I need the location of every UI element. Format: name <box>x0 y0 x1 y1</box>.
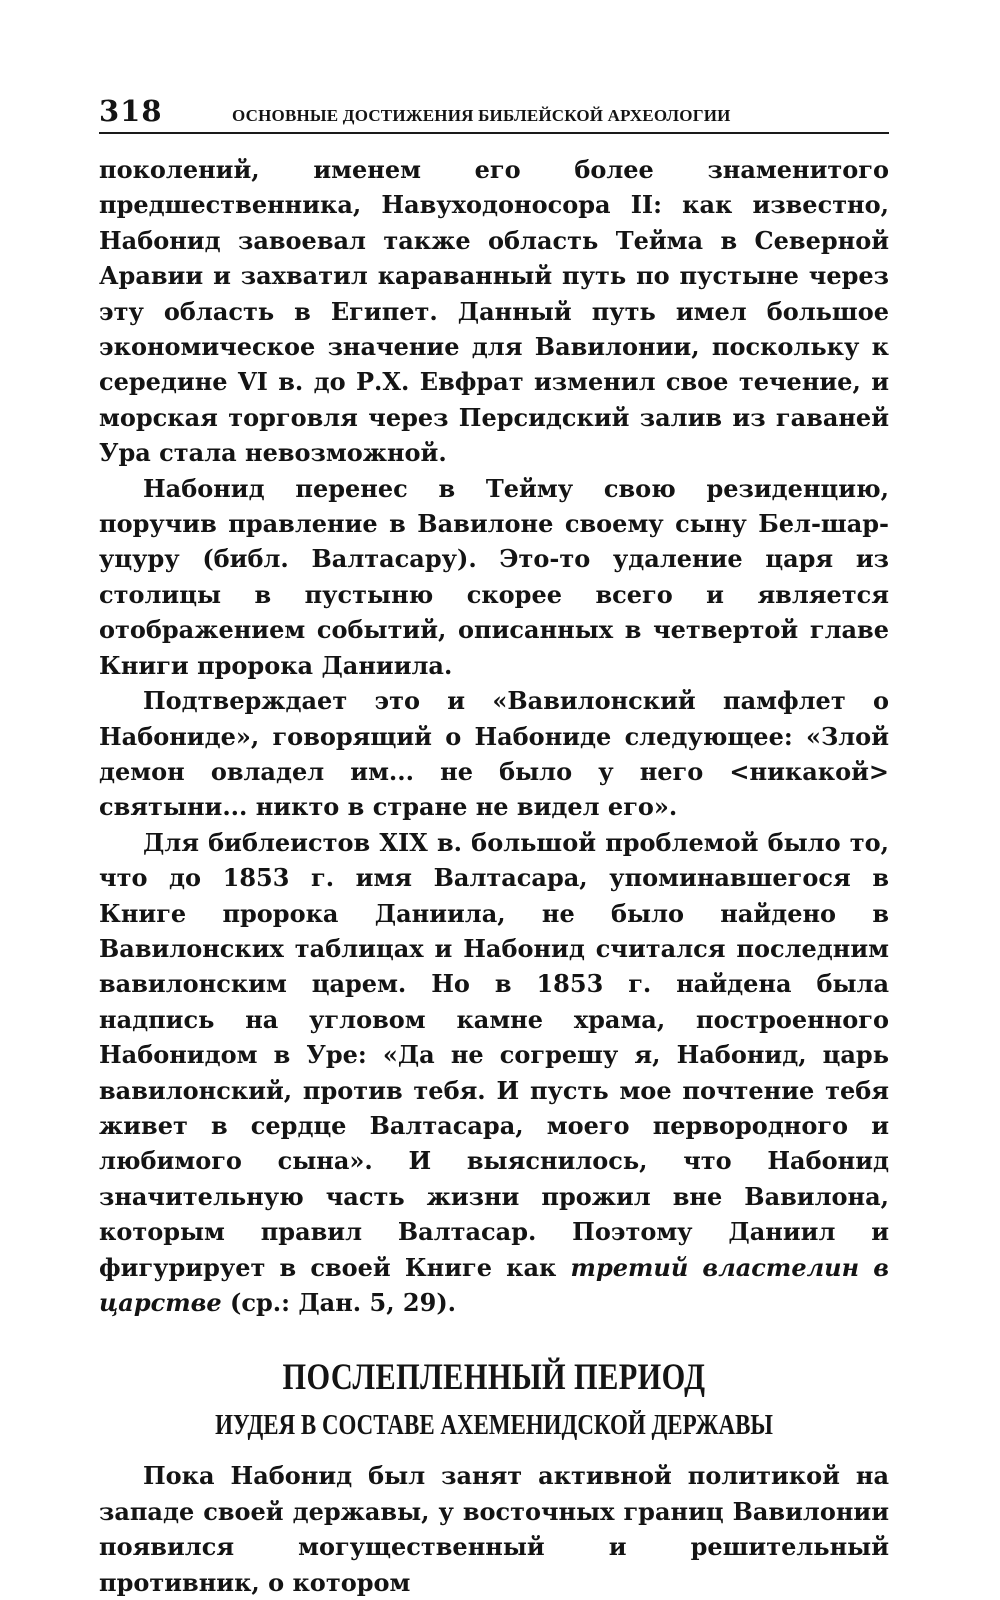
running-head <box>99 92 889 134</box>
section-subheading: ИУДЕЯ В СОСТАВЕ АХЕМЕНИДСКОЙ ДЕРЖАВЫ <box>215 1410 773 1442</box>
section-heading: ПОСЛЕПЛЕННЫЙ ПЕРИОД <box>282 1357 706 1399</box>
paragraph-2: Набонид перенес в Тейму свою резиденцию, поручив правление в Вавилоне своему сыну Бел-шар-уцуру (библ. Валтасару). Это-то удаление царя из столицы в пустыню скорее всего и является отображением событий, описанных в четвертой главе Книги пророка Даниила. <box>99 473 889 680</box>
running-title: ОСНОВНЫЕ ДОСТИЖЕНИЯ БИБЛЕЙСКОЙ АРХЕОЛОГИИ <box>232 106 731 125</box>
page-number: 318 <box>99 94 163 128</box>
paragraph-4 <box>99 825 889 1321</box>
paragraph-5: Пока Набонид был занят активной политикой на западе своей державы, у восточных границ Вавилонии появился могущественный и решительный противник, о котором <box>99 1461 889 1597</box>
paragraph-4-italic-quote: третий властелин в царстве <box>99 1252 889 1317</box>
paragraph-3: Подтверждает это и «Вавилонский памфлет о Набониде», говорящий о Набониде следующее: «Злой демон овладел им... не было у него <никакой> святыни... никто в стране не видел его». <box>99 686 889 822</box>
book-page <box>99 92 889 1600</box>
body-text <box>99 152 889 1600</box>
paragraph-4-reference: (ср.: Дан. 5, 29). <box>230 1288 457 1317</box>
paragraph-4-text: Для библеистов XIX в. большой проблемой было то, что до 1853 г. имя Валтасара, упоминавшегося в Книге пророка Даниила, не было найдено в Вавилонских таблицах и Набонид считался последним вавилонским царем. Но в 1853 г. найдена была надпись на угловом камне храма, построенного Набонидом в Уре: «Да не согрешу я, Набонид, царь вавилонский, против тебя. И пусть мое почтение тебя живет в сердце Валтасара, моего первородного и любимого сына». И выяснилось, что Набонид значительную часть жизни прожил вне Вавилона, которым правил Валтасар. Поэтому Даниил и фигурирует в своей Книге как <box>99 827 889 1282</box>
paragraph-1: поколений, именем его более знаменитого предшественника, Навуходоносора II: как известно, Набонид завоевал также область Тейма в Северной Аравии и захватил караванный путь по пустыне через эту область в Египет. Данный путь имел большое экономическое значение для Вавилонии, поскольку к середине VI в. до Р.Х. Евфрат изменил свое течение, и морская торговля через Персидский залив из гаваней Ура стала невозможной. <box>99 155 889 468</box>
